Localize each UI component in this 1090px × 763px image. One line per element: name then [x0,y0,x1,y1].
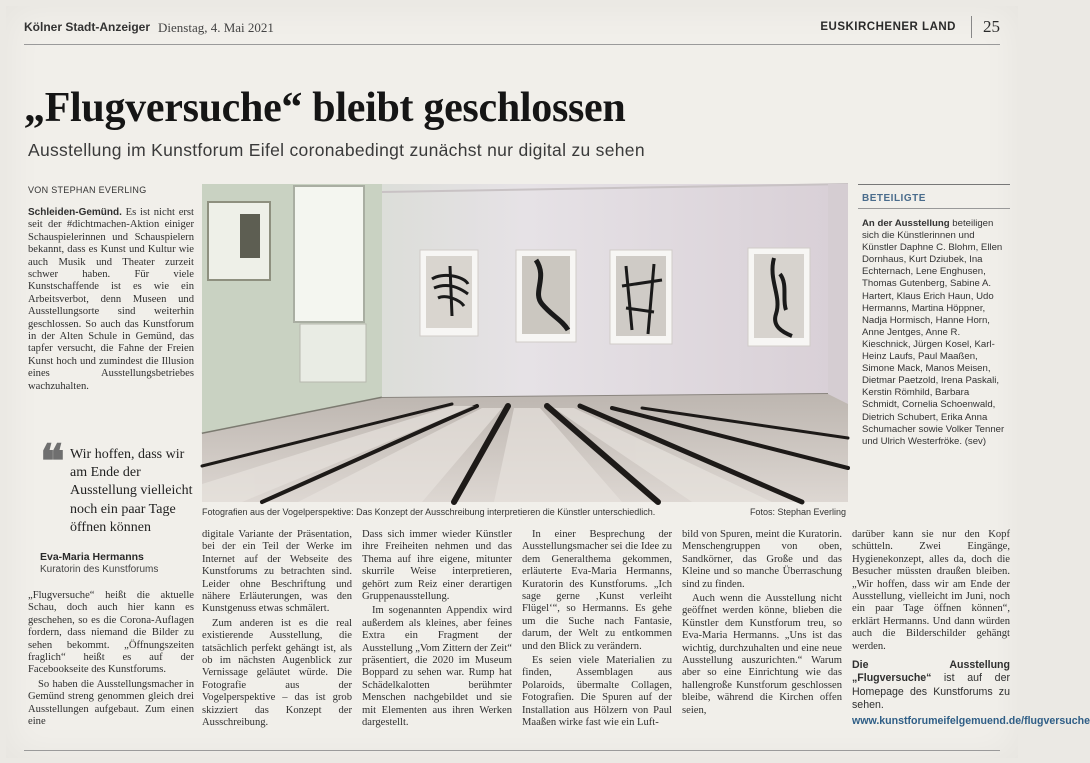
paragraph-7: Im sogenannten Appendix wird außerdem als kleines, aber feines Extra ein Fragment der Ausstellung „Vom Zittern der Zeit“ präsentiert, die 2020 im Museum Boppard zu sehen war. Rump hat Schädelkalotten berühmter Menschen nachgebildet und sie mit Elementen aus ihren Werken dargestellt. [362,605,512,729]
sidebar-title-rule [858,208,1010,209]
homepage-note: ist auf der Homepage des Kunstforums zu sehen. [852,672,1010,712]
bleed-through [426,48,429,64]
sidebar-top-rule [858,184,1010,185]
paragraph-12: darüber kann sie nur den Kopf schütteln. Zwei Eingänge, Hygienekonzept, alles da, doch die Besucher müssten draußen bleiben. „Wir hoffen, dass wir am Ende der Ausstellung, vielleicht im Juni, noch ein paar Tage öffnen können“, erklärt Hermanns. Und dann würden auch die Bilderschilder gehängt werden. [852,529,1010,652]
photo-caption [202,507,848,517]
article-column-5 [682,529,842,719]
article-column-4 [522,529,672,732]
newspaper-name: Kölner Stadt-Anzeiger [24,20,151,34]
page-bottom-rule [24,750,1000,751]
article-column-2 [202,529,352,732]
newspaper-page [6,6,1090,758]
sidebar-body [862,218,1008,448]
pull-quote: Wir hoffen, dass wir am Ende der Ausstellung vielleicht noch ein paar Tage öffnen können [70,447,193,535]
homepage-note-lead: Die Ausstellung „Flugversuche“ [852,659,1010,685]
paragraph-3: So haben die Ausstellungsmacher in Gemünd streng genommen gleich drei Ausstellungen aufgebaut. Zum einen eine [28,678,194,728]
sidebar-text: beteiligen sich die Künstlerinnen und Künstler Daphne C. Blohm, Ellen Dornhaus, Kurt Dziubek, Ina Echternach, Lene Enghusen, Thomas Gutenberg, Sabine A. Hartert, Klaus Erich Haun, Udo Hermanns, Martina Höppner, Nadja Hormisch, Hanne Horn, Anne Jentges, Anne R. Kieschnick, Jürgen Kosel, Karl-Heinz Laufs, Paul Maaßen, Simone Mack, Manos Meisen, Dietmar Paetzold, Irena Paskali, Kerstin Römhild, Barbara Schmidt, Cornelia Schoenwald, Dietrich Schubert, Erika Anna Schumacher sowie Volker Tenner und Ulrich Westerfröke. (sev) [862,218,1005,447]
header-rule [24,44,1000,45]
paragraph-10: bild von Spuren, meint die Kuratorin. Menschengruppen von oben, Sandkörner, das Große und das Kleine und so manche Überraschung sind zu finden. [682,529,842,590]
article-column-1 [28,207,194,395]
paragraph-4: digitale Variante der Präsentation, bei der ein Teil der Werke im Internet auf der Webseite des Kunstforums zu betrachten sind. Leider ohne Beschriftung und nähere Erläuterungen, was den Kunstgenuss etwas schmälert. [202,529,352,615]
headline: „Flugversuche“ bleibt geschlossen [24,85,626,131]
section-name: EUSKIRCHENER LAND [820,21,956,33]
paragraph-8: In einer Besprechung der Ausstellungsmacher sei die Idee zu dem Generalthema gekommen, erläuterte Eva-Maria Hermanns, Kuratorin des Kunstforums. „Ich sage gerne ‚Kunst verleiht Flügel‘“, so Hermanns. Es gehe um die Suche nach Fantasie, darum, der Welt zu entkommen und den Blick zu verändern. [522,529,672,652]
page-number: 25 [983,17,1000,36]
issue-date: Dienstag, 4. Mai 2021 [158,20,274,35]
caption-text: Fotografien aus der Vogelperspektive: Das Konzept der Ausschreibung interpretieren die Künstler unterschiedlich. [202,507,656,517]
quote-role: Kuratorin des Kunstforums [40,564,159,575]
gallery-room-image [202,184,848,502]
sidebar-lead: An der Ausstellung [862,218,950,229]
exhibition-photo [202,184,848,502]
page-header [24,16,1000,38]
paragraph-2: „Flugversuche“ heißt die aktuelle Schau, doch auch hier kann es geschehen, so es die Corona-Auflagen fordern, dass niemand die Bilder zu sehen bekommt. „Öffnungszeiten fraglich“ heißt es auf der Facebookseite des Kunstforums. [28,590,194,676]
sidebar-title: BETEILIGTE [862,193,926,204]
exhibition-link[interactable]: www.kunstforumeifelgemuend.de/flugversuche [852,714,1090,727]
byline: VON STEPHAN EVERLING [28,185,147,195]
paragraph-9: Es seien viele Materialien zu finden, Assemblagen aus Polaroids, übermalte Collagen, Fotografien. Die Spuren auf der Installation aus Hölzern von Paul Maaßen wirke fast wie ein Luft- [522,655,672,729]
subheadline: Ausstellung im Kunstforum Eifel coronabedingt zunächst nur digital zu sehen [28,140,645,160]
paragraph-1: Es ist nicht erst seit der #dichtmachen-Aktion einiger Schauspielerinnen und Schauspielern bekannt, dass es Kunst und Kultur wie auch Musik und Theater zurzeit schwer haben. Für viele Kunstschaffende ist es wie ein Arbeitsverbot, denn Museen und Ausstellungsorte sind weiterhin geschlossen. So auch das Kunstforum in der Alten Schule in Gemünd, das tapfer versucht, die Fahne der Freien Kunst hoch und zumindest die Illusion eines Ausstellungsbetriebes wachzuhalten. [28,207,194,392]
paragraph-11: Auch wenn die Ausstellung nicht geöffnet werden könne, blieben die Künstler dem Kunstforum treu, so Eva-Maria Hermanns. „Uns ist das wichtig, durchzuhalten und eine neue Ausstellung auszurichten.“ Warum aber so eine Einrichtung wie das hallengroße Kunstforum geschlossen bleibe, während die Kirchen offen seien, [682,593,842,716]
photo-credit: Fotos: Stephan Everling [749,507,846,517]
header-divider [971,16,972,38]
article-column-3 [362,529,512,732]
dateline: Schleiden-Gemünd. [28,207,122,218]
paragraph-5: Zum anderen ist es die real existierende Ausstellung, die tatsächlich perfekt gehängt ist, als ob im nächsten Augenblick zur Vernissage geläutet würde. Die Fotografie aus der Vogelperspektive – das ist grob skizziert das Konzept der Ausschreibung. [202,617,352,729]
quote-author: Eva-Maria Hermanns [40,551,144,563]
paragraph-6: Dass sich immer wieder Künstler ihre Freiheiten nehmen und das Thema auf ihre eigene, mitunter skurrile Weise interpretieren, gehört zum Reiz einer derartigen Gruppenausstellung. [362,529,512,603]
article-column-1-continued [28,590,194,730]
quote-mark-icon: ❝ [40,436,65,487]
article-column-6 [852,529,1090,730]
